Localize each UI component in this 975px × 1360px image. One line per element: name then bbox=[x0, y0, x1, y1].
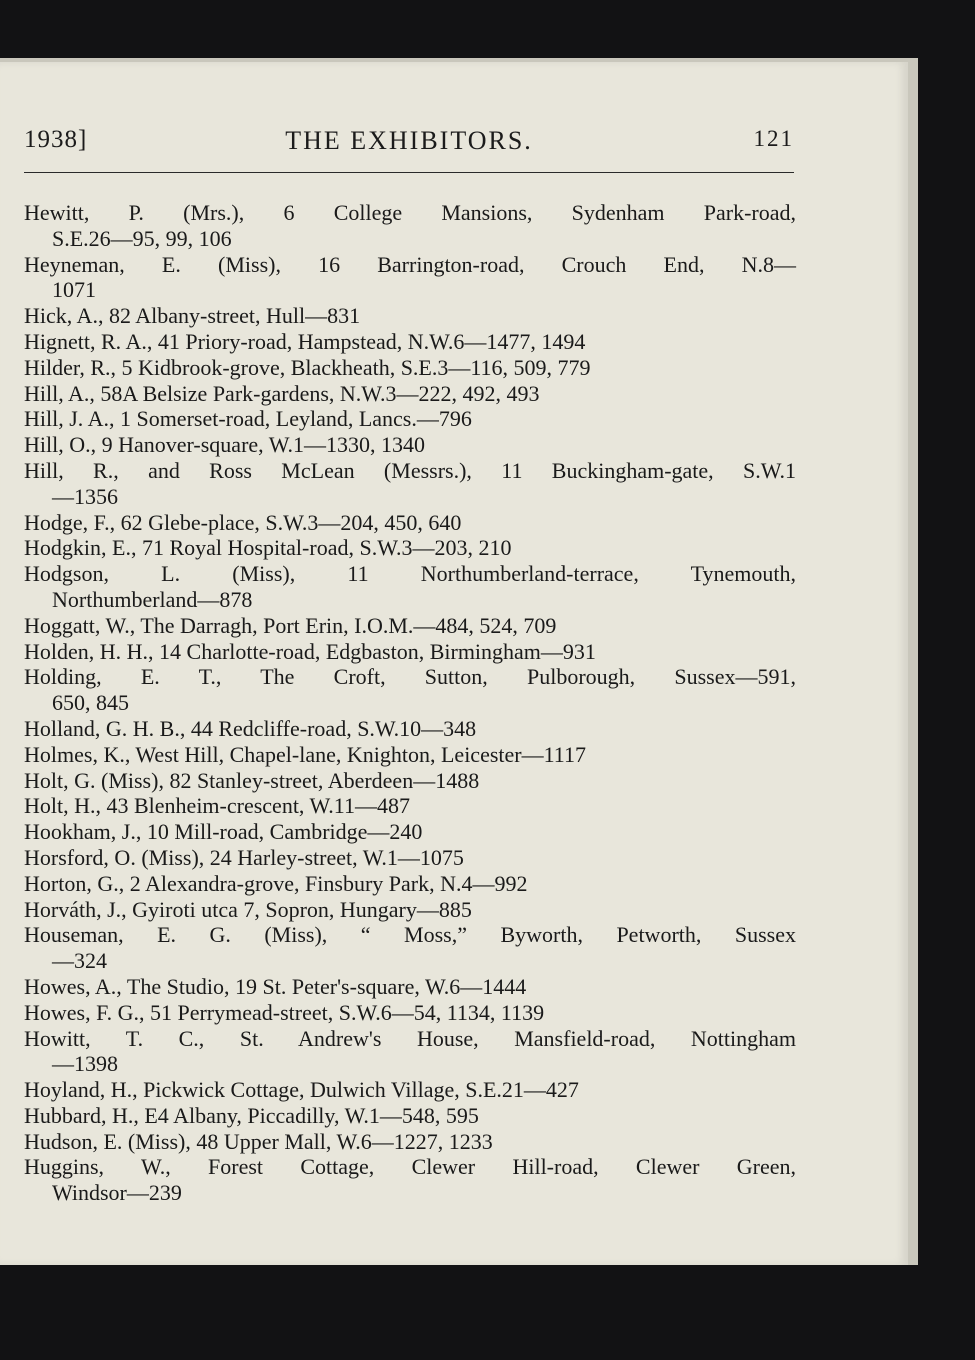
entry-line: Hilder, R., 5 Kidbrook-grove, Blackheath, S.E.3—116, 509, 779 bbox=[24, 354, 591, 380]
entry-line: Hignett, R. A., 41 Priory-road, Hampstead, N.W.6—1477, 1494 bbox=[24, 328, 586, 354]
entry-line: Hoggatt, W., The Darragh, Port Erin, I.O.M.—484, 524, 709 bbox=[24, 612, 557, 638]
entry-line: Huggins, W., Forest Cottage, Clewer Hill-road, Clewer Green, bbox=[24, 1154, 796, 1180]
exhibitor-entry bbox=[24, 200, 796, 252]
entry-continuation-line: —1356 bbox=[52, 483, 118, 509]
entry-line: Hill, R., and Ross McLean (Messrs.), 11 Buckingham-gate, S.W.1 bbox=[24, 457, 796, 483]
entry-continuation-line: S.E.26—95, 99, 106 bbox=[52, 225, 232, 251]
exhibitor-entry bbox=[24, 639, 796, 665]
header-title: THE EXHIBITORS. bbox=[285, 126, 533, 155]
exhibitor-entry bbox=[24, 768, 796, 794]
exhibitor-entry bbox=[24, 897, 796, 923]
exhibitor-entry bbox=[24, 1026, 796, 1078]
entry-line: Horsford, O. (Miss), 24 Harley-street, W.1—1075 bbox=[24, 844, 464, 870]
entry-line: Horton, G., 2 Alexandra-grove, Finsbury Park, N.4—992 bbox=[24, 870, 528, 896]
entry-line: Hill, A., 58A Belsize Park-gardens, N.W.3—222, 492, 493 bbox=[24, 380, 540, 406]
exhibitor-entry bbox=[24, 535, 796, 561]
exhibitor-entry bbox=[24, 406, 796, 432]
entry-continuation-line: —324 bbox=[52, 948, 107, 974]
exhibitor-entry bbox=[24, 819, 796, 845]
exhibitor-entry bbox=[24, 510, 796, 536]
entry-continuation-line: Northumberland—878 bbox=[52, 586, 253, 612]
entry-line: Hodgkin, E., 71 Royal Hospital-road, S.W.3—203, 210 bbox=[24, 535, 512, 561]
exhibitor-entry bbox=[24, 329, 796, 355]
exhibitor-entry bbox=[24, 974, 796, 1000]
entry-line: Howes, F. G., 51 Perrymead-street, S.W.6—54, 1134, 1139 bbox=[24, 999, 545, 1025]
exhibitor-entry bbox=[24, 381, 796, 407]
exhibitor-entry bbox=[24, 845, 796, 871]
entry-line: Heyneman, E. (Miss), 16 Barrington-road, Crouch End, N.8— bbox=[24, 251, 796, 277]
exhibitor-entry bbox=[24, 355, 796, 381]
entry-line: Holt, H., 43 Blenheim-crescent, W.11—487 bbox=[24, 793, 410, 819]
header-rule bbox=[24, 172, 794, 173]
exhibitor-entry bbox=[24, 1103, 796, 1129]
exhibitor-entry bbox=[24, 742, 796, 768]
entry-line: Howes, A., The Studio, 19 St. Peter's-square, W.6—1444 bbox=[24, 973, 527, 999]
exhibitor-entry bbox=[24, 1129, 796, 1155]
exhibitor-entry bbox=[24, 458, 796, 510]
entry-line: Hudson, E. (Miss), 48 Upper Mall, W.6—1227, 1233 bbox=[24, 1128, 493, 1154]
entry-line: Hick, A., 82 Albany-street, Hull—831 bbox=[24, 303, 361, 329]
exhibitor-list bbox=[24, 200, 796, 1206]
exhibitor-entry bbox=[24, 613, 796, 639]
entry-line: Houseman, E. G. (Miss), “ Moss,” Byworth, Petworth, Sussex bbox=[24, 922, 796, 948]
entry-line: Hill, J. A., 1 Somerset-road, Leyland, Lancs.—796 bbox=[24, 406, 472, 432]
entry-line: Holmes, K., West Hill, Chapel-lane, Knighton, Leicester—1117 bbox=[24, 741, 586, 767]
entry-line: Holland, G. H. B., 44 Redcliffe-road, S.W.10—348 bbox=[24, 715, 477, 741]
entry-line: Hodgson, L. (Miss), 11 Northumberland-terrace, Tynemouth, bbox=[24, 561, 796, 587]
entry-line: Howitt, T. C., St. Andrew's House, Mansfield-road, Nottingham bbox=[24, 1025, 796, 1051]
exhibitor-entry bbox=[24, 664, 796, 716]
entry-line: Holding, E. T., The Croft, Sutton, Pulborough, Sussex—591, bbox=[24, 664, 796, 690]
exhibitor-entry bbox=[24, 716, 796, 742]
exhibitor-entry bbox=[24, 252, 796, 304]
exhibitor-entry bbox=[24, 432, 796, 458]
entry-continuation-line: Windsor—239 bbox=[52, 1180, 182, 1206]
entry-line: Hubbard, H., E4 Albany, Piccadilly, W.1—548, 595 bbox=[24, 1102, 479, 1128]
entry-line: Hookham, J., 10 Mill-road, Cambridge—240 bbox=[24, 819, 423, 845]
entry-line: Hewitt, P. (Mrs.), 6 College Mansions, Sydenham Park-road, bbox=[24, 200, 796, 225]
page-number: 121 bbox=[753, 126, 794, 151]
exhibitor-entry bbox=[24, 793, 796, 819]
exhibitor-entry bbox=[24, 1154, 796, 1206]
entry-line: Hoyland, H., Pickwick Cottage, Dulwich Village, S.E.21—427 bbox=[24, 1077, 579, 1103]
running-header bbox=[24, 126, 794, 160]
entry-line: Hill, O., 9 Hanover-square, W.1—1330, 1340 bbox=[24, 432, 426, 458]
exhibitor-entry bbox=[24, 1077, 796, 1103]
exhibitor-entry bbox=[24, 303, 796, 329]
entry-continuation-line: —1398 bbox=[52, 1051, 118, 1077]
entry-line: Hodge, F., 62 Glebe-place, S.W.3—204, 450, 640 bbox=[24, 509, 462, 535]
exhibitor-entry bbox=[24, 561, 796, 613]
exhibitor-entry bbox=[24, 1000, 796, 1026]
exhibitor-entry bbox=[24, 922, 796, 974]
exhibitor-entry bbox=[24, 871, 796, 897]
entry-line: Holden, H. H., 14 Charlotte-road, Edgbaston, Birmingham—931 bbox=[24, 638, 596, 664]
entry-continuation-line: 1071 bbox=[52, 277, 96, 303]
header-year: 1938] bbox=[24, 126, 88, 153]
entry-continuation-line: 650, 845 bbox=[52, 690, 129, 716]
entry-line: Horváth, J., Gyiroti utca 7, Sopron, Hungary—885 bbox=[24, 896, 472, 922]
entry-line: Holt, G. (Miss), 82 Stanley-street, Aberdeen—1488 bbox=[24, 767, 480, 793]
